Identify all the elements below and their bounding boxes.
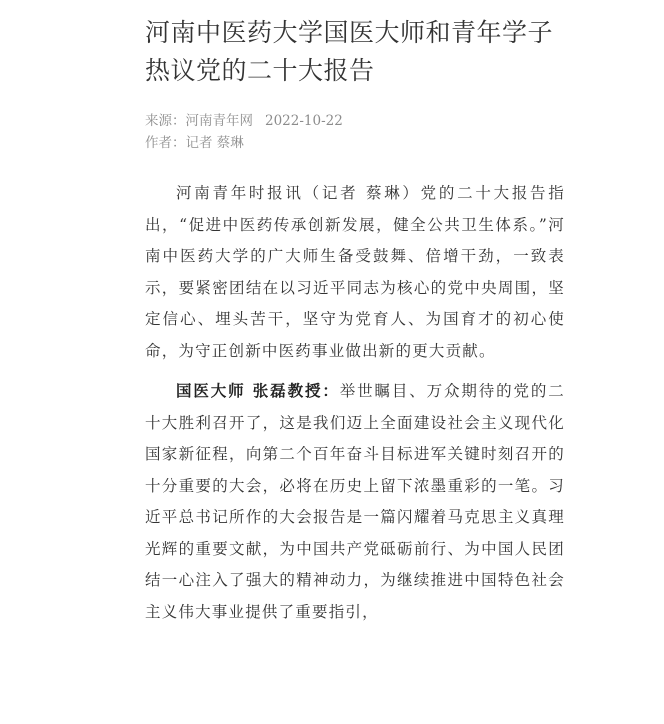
paragraph-text: 举世瞩目、万众期待的党的二十大胜利召开了，这是我们迈上全面建设社会主义现代化国家新征程，向第二个百年奋斗目标进军关键时刻召开的十分重要的大会，必将在历史上留下浓墨重彩的一笔。习近平总书记所作的大会报告是一篇闪耀着马克思主义真理光辉的重要文献，为中国共产党砥砺前行、为中国人民团结一心注入了强大的精神动力，为继续推进中国特色社会主义伟大事业提供了重要指引， [145, 382, 565, 621]
source-line [145, 110, 565, 132]
author-line [145, 132, 565, 154]
author-label: 作者： [145, 135, 186, 151]
publish-date: 2022-10-22 [265, 113, 343, 129]
paragraph-text: 河南青年时报讯（记者 蔡琳）党的二十大报告指出，“促进中医药传承创新发展，健全公共卫生体系。”河南中医药大学的广大师生备受鼓舞、倍增干劲，一致表示，要紧密团结在以习近平同志为核心的党中央周围，坚定信心、埋头苦干，坚守为党育人、为国育才的初心使命，为守正创新中医药事业做出新的更大贡献。 [145, 184, 565, 360]
source-name: 河南青年网 [185, 113, 253, 129]
speaker-label: 国医大师 张磊教授： [176, 381, 340, 400]
article-title: 河南中医药大学国医大师和青年学子热议党的二十大报告 [145, 18, 554, 85]
paragraph-quote [145, 375, 565, 628]
article [145, 14, 565, 636]
source-label: 来源： [145, 113, 186, 129]
author-name: 记者 蔡琳 [185, 135, 244, 151]
paragraph-intro [145, 178, 565, 367]
article-meta [145, 110, 565, 154]
article-body [145, 178, 565, 628]
